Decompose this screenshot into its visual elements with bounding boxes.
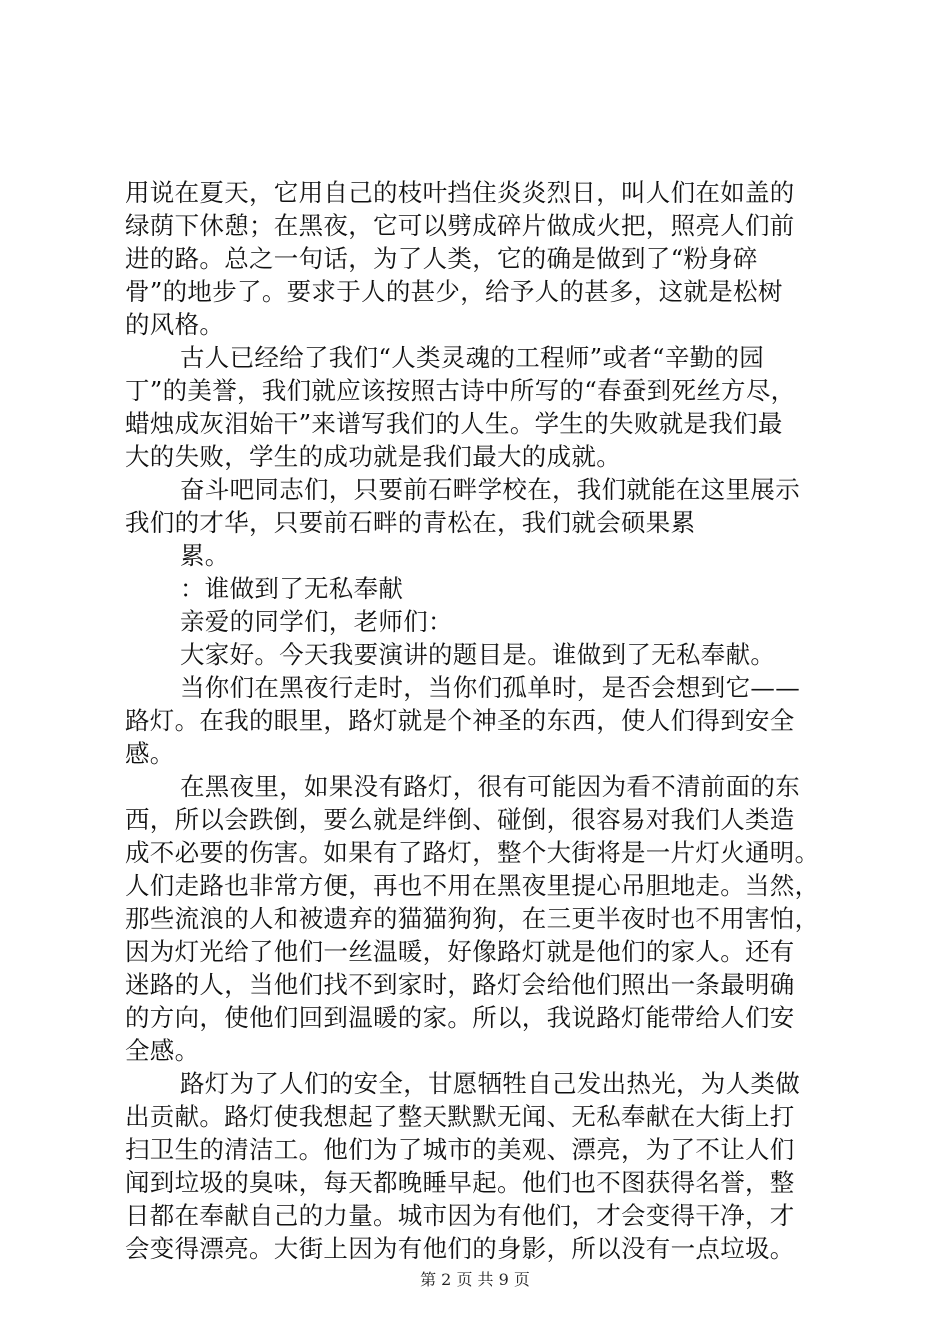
text-line: 路灯为了人们的安全，甘愿牺牲自己发出热光，为人类做: [180, 1069, 800, 1098]
text-line: 日都在奉献自己的力量。城市因为有他们，才会变得干净，才: [125, 1201, 795, 1230]
text-line: 全感。: [125, 1036, 200, 1065]
text-line: 的风格。: [125, 310, 225, 339]
text-line: 大的失败，学生的成功就是我们最大的成就。: [125, 442, 621, 471]
text-line: 古人已经给了我们“人类灵魂的工程师”或者“辛勤的园: [180, 343, 765, 372]
text-line: 大家好。今天我要演讲的题目是。谁做到了无私奉献。: [180, 640, 776, 669]
text-line: 人们走路也非常方便，再也不用在黑夜里提心吊胆地走。当然，: [125, 871, 820, 900]
section-heading: ：谁做到了无私奉献: [180, 574, 404, 603]
text-line: 因为灯光给了他们一丝温暖，好像路灯就是他们的家人。还有: [125, 937, 795, 966]
text-line: 奋斗吧同志们，只要前石畔学校在，我们就能在这里展示: [180, 475, 800, 504]
text-line: 西，所以会跌倒，要么就是绊倒、碰倒，很容易对我们人类造: [125, 805, 795, 834]
text-line: 亲爱的同学们，老师们：: [180, 607, 453, 636]
text-line: 累。: [180, 541, 230, 570]
text-line: 出贡献。路灯使我想起了整天默默无闻、无私奉献在大街上打: [125, 1102, 795, 1131]
text-line: 成不必要的伤害。如果有了路灯，整个大街将是一片灯火通明。: [125, 838, 820, 867]
text-line: 迷路的人，当他们找不到家时，路灯会给他们照出一条最明确: [125, 970, 795, 999]
text-line: 扫卫生的清洁工。他们为了城市的美观、漂亮，为了不让人们: [125, 1135, 795, 1164]
text-line: 绿荫下休憩；在黑夜，它可以劈成碎片做成火把，照亮人们前: [125, 211, 795, 240]
text-line: 用说在夏天，它用自己的枝叶挡住炎炎烈日，叫人们在如盖的: [125, 178, 795, 207]
text-line: 感。: [125, 739, 175, 768]
text-line: 当你们在黑夜行走时，当你们孤单时，是否会想到它——: [180, 673, 800, 702]
text-line: 会变得漂亮。大街上因为有他们的身影，所以没有一点垃圾。: [125, 1234, 795, 1263]
text-line: 在黑夜里，如果没有路灯，很有可能因为看不清前面的东: [180, 772, 800, 801]
page-number-footer: 第 2 页 共 9 页: [420, 1270, 530, 1289]
text-line: 骨”的地步了。要求于人的甚少，给予人的甚多，这就是松树: [125, 277, 783, 306]
text-line: 丁”的美誉，我们就应该按照古诗中所写的“春蚕到死丝方尽，: [125, 376, 796, 405]
text-line: 路灯。在我的眼里，路灯就是个神圣的东西，使人们得到安全: [125, 706, 795, 735]
text-line: 那些流浪的人和被遗弃的猫猫狗狗，在三更半夜时也不用害怕，: [125, 904, 820, 933]
text-line: 的方向，使他们回到温暖的家。所以，我说路灯能带给人们安: [125, 1003, 795, 1032]
text-line: 我们的才华，只要前石畔的青松在，我们就会硕果累: [125, 508, 696, 537]
text-line: 进的路。总之一句话，为了人类，它的确是做到了“粉身碎: [125, 244, 758, 273]
text-line: 蜡烛成灰泪始干”来谱写我们的人生。学生的失败就是我们最: [125, 409, 783, 438]
text-line: 闻到垃圾的臭味，每天都晚睡早起。他们也不图获得名誉，整: [125, 1168, 795, 1197]
